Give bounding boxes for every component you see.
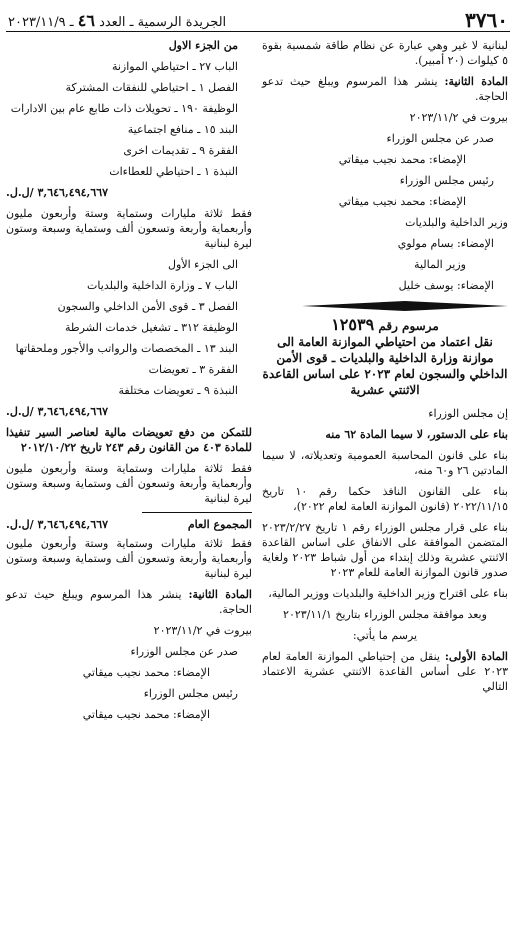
preamble: بناء على قرار مجلس الوزراء رقم ١ تاريخ ٢٠٢٣/٢/٢٧ المتضمن الموافقة على الانفاق على اساس القاعدة الاثنتي عشرية وذلك إبتداء من أول شباط ٢٠٢٣ ولغاية صدور قانون الموازنة العامة للعام ٢٠٢٣ — [262, 521, 508, 579]
decree-heading — [262, 317, 508, 398]
budget-line: الفقرة ٣ ـ تعويضات — [148, 363, 238, 376]
signatory-title: وزير الداخلية والبلديات — [405, 216, 508, 229]
to-part: الى الجزء الأول — [168, 258, 238, 271]
page-header — [6, 6, 510, 32]
date-line: بيروت في ٢٠٢٣/١١/٢ — [409, 111, 508, 124]
amount-in-words: فقط ثلاثة مليارات وستماية وستة وأربعون مليون وأربعماية وأربعة وتسعون ألف وستماية وسبعة وستون ليرة لبنانية — [6, 462, 252, 505]
left-column — [6, 38, 252, 728]
preamble: إن مجلس الوزراء — [428, 407, 508, 420]
article-text: ينشر هذا المرسوم ويبلغ حيث تدعو الحاجة. — [262, 75, 508, 103]
paragraph: لبنانية لا غير وهي عبارة عن نظام طاقة شمسية بقوة ٥ كيلوات (٢٠ أمبير). — [262, 39, 508, 67]
decrees: يرسم ما يأتي: — [352, 629, 418, 642]
page-number: ٣٧٦٠ — [465, 8, 508, 32]
budget-line: الوظيفة ١٩٠ ـ تحويلات ذات طابع عام بين الادارات — [10, 102, 238, 115]
amount: ٣,٦٤٦,٤٩٤,٦٦٧ /ل.ل. — [6, 186, 109, 199]
purpose: للتمكن من دفع تعويضات مالية لعناصر السير تنفيذا للمادة ٤٠٣ من القانون رقم ٢٤٣ تاريخ ٢٠١٢/١٠/٢٢ — [6, 426, 252, 454]
signatory-title: رئيس مجلس الوزراء — [143, 687, 238, 700]
budget-line: البند ١٥ ـ منافع اجتماعية — [127, 123, 238, 136]
right-column — [262, 38, 508, 700]
section-divider — [302, 301, 508, 311]
budget-line: النبذة ١ ـ احتياطي للعطاءات — [109, 165, 238, 178]
from-part: من الجزء الاول — [168, 39, 238, 52]
decree-title: نقل اعتماد من احتياطي الموازنة العامة الى موازنة وزارة الداخلية والبلديات ـ قوى الأمن الداخلي والسجون لعام ٢٠٢٣ على اساس القاعدة الاثنتي عشرية — [262, 335, 508, 397]
amount: ٣,٦٤٦,٤٩٤,٦٦٧ /ل.ل. — [6, 405, 109, 418]
signature: الإمضاء: محمد نجيب ميقاتي — [82, 666, 210, 679]
decree-number-line — [262, 317, 508, 334]
decree-label: مرسوم رقم — [378, 319, 439, 333]
article-label: المادة الثانية: — [444, 75, 508, 88]
date-line: بيروت في ٢٠٢٣/١١/٢ — [153, 624, 252, 637]
preamble: بناء على اقتراح وزير الداخلية والبلديات ووزير المالية، — [268, 587, 508, 600]
gazette-title — [8, 11, 226, 30]
budget-line: الباب ٢٧ ـ احتياطي الموازنة — [111, 60, 238, 73]
signature: الإمضاء: محمد نجيب ميقاتي — [82, 708, 210, 721]
article-label: المادة الثانية: — [188, 588, 252, 601]
amount-in-words: فقط ثلاثة مليارات وستماية وستة وأربعون مليون وأربعماية وأربعة وتسعون ألف وستماية وسبعة وستون ليرة لبنانية — [6, 207, 252, 250]
preamble: بناء على القانون النافذ حكما رقم ١٠ تاريخ ٢٠٢٢/١١/١٥ (قانون الموازنة العامة لعام ٢٠٢٢)، — [262, 485, 508, 513]
grand-total — [6, 517, 252, 532]
preamble: بناء على قانون المحاسبة العمومية وتعديلاته، لا سيما المادتين ٢٦ و٦٠ منه، — [262, 449, 508, 477]
issued-by: صدر عن مجلس الوزراء — [386, 132, 494, 145]
total-label: المجموع العام — [187, 518, 252, 531]
article-text: ينشر هذا المرسوم ويبلغ حيث تدعو الحاجة. — [6, 588, 252, 616]
article-label: المادة الأولى: — [444, 650, 508, 663]
issued-by: صدر عن مجلس الوزراء — [130, 645, 238, 658]
total-rule — [142, 512, 252, 513]
budget-line: الفقرة ٩ ـ تقديمات اخرى — [123, 144, 238, 157]
budget-line: البند ١٣ ـ المخصصات والرواتب والأجور وملحقاتها — [15, 342, 238, 355]
issue-date: ـ ٢٠٢٣/١١/٩ — [8, 15, 74, 30]
decree-number: ١٢٥٣٩ — [331, 315, 375, 334]
budget-line: الباب ٧ ـ وزارة الداخلية والبلديات — [87, 279, 238, 292]
article-text: ينقل من إحتياطي الموازنة العامة لعام ٢٠٢٣ على أساس القاعدة الاثنتي عشرية الاعتماد التالي — [262, 650, 508, 693]
signatory-title: رئيس مجلس الوزراء — [399, 174, 494, 187]
budget-line: الوظيفة ٣١٢ ـ تشغيل خدمات الشرطة — [64, 321, 238, 334]
signatory-title: وزير المالية — [414, 258, 466, 271]
budget-line: الفصل ٣ ـ قوى الأمن الداخلي والسجون — [57, 300, 238, 313]
signature: الإمضاء: يوسف خليل — [398, 279, 494, 292]
budget-line: النبذة ٩ ـ تعويضات مختلفة — [118, 384, 238, 397]
total-amount: ٣,٦٤٦,٤٩٤,٦٦٧ /ل.ل. — [6, 518, 109, 531]
article-two — [262, 74, 508, 104]
budget-line: الفصل ١ ـ احتياطي للنفقات المشتركة — [65, 81, 238, 94]
preamble: بناء على الدستور، لا سيما المادة ٦٢ منه — [325, 428, 508, 441]
article-two — [6, 587, 252, 617]
article-one — [262, 649, 508, 694]
signature: الإمضاء: محمد نجيب ميقاتي — [338, 153, 466, 166]
approval: وبعد موافقة مجلس الوزراء بتاريخ ٢٠٢٣/١١/١ — [283, 608, 487, 621]
signature: الإمضاء: بسام مولوي — [397, 237, 494, 250]
gazette-name: الجريدة الرسمية ـ العدد — [99, 15, 227, 30]
amount-in-words: فقط ثلاثة مليارات وستماية وستة وأربعون مليون وأربعماية وأربعة وتسعون ألف وستماية وسبعة وستون ليرة لبنانية — [6, 537, 252, 580]
signature: الإمضاء: محمد نجيب ميقاتي — [338, 195, 466, 208]
issue-number: ٤٦ — [77, 11, 95, 30]
